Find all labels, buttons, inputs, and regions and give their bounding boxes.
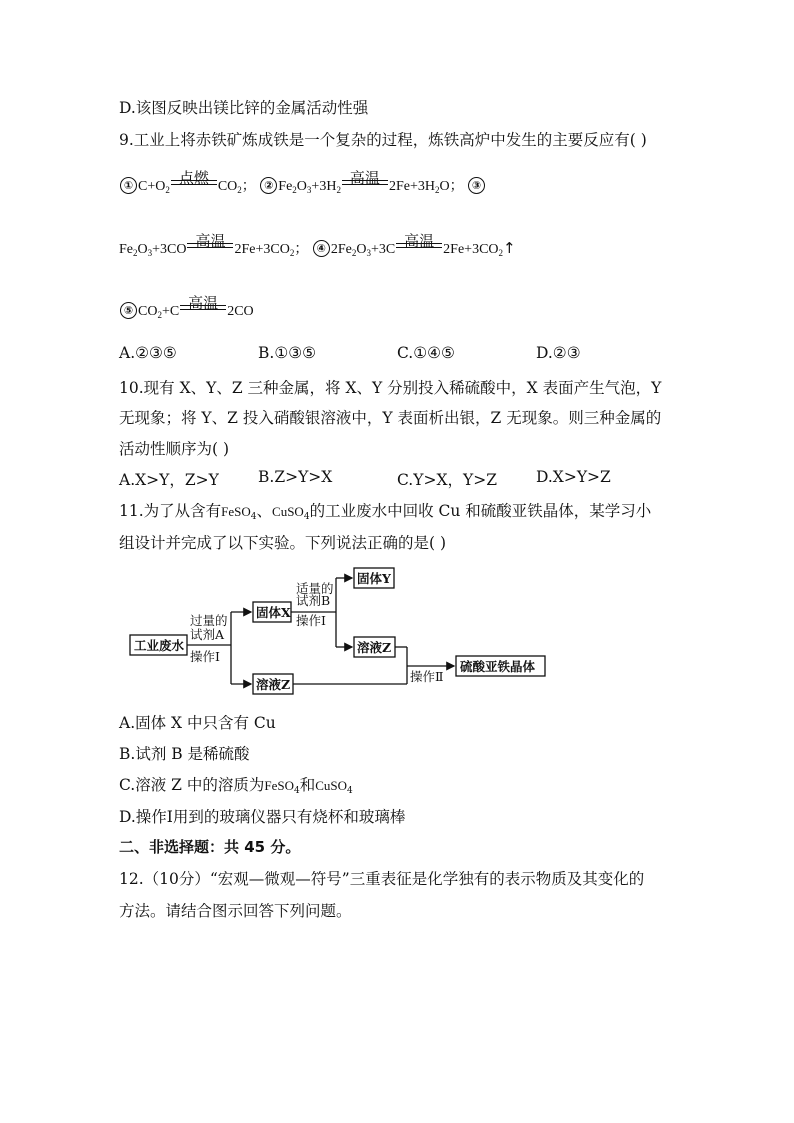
condition-gaowen: 高温 xyxy=(342,179,388,195)
q11-stem-line-2: 组设计并完成了以下实验。下列说法正确的是( ) xyxy=(119,534,447,552)
q9-stem: 9.工业上将赤铁矿炼成铁是一个复杂的过程，炼铁高炉中发生的主要反应有( ) xyxy=(119,131,647,149)
q9-option-b: B.①③⑤ xyxy=(258,344,317,362)
q11-option-c: C.溶液 Z 中的溶质为FeSO$_4$和CuSO$_4$ xyxy=(119,776,353,796)
q8-option-d: D.该图反映出镁比锌的金属活动性强 xyxy=(119,99,369,117)
q10-stem-line-2: 无现象；将 Y、Z 投入硝酸银溶液中，Y 表面析出银，Z 无现象。则三种金属的 xyxy=(119,409,662,427)
label-proper: 适量的 xyxy=(296,581,334,596)
q11-option-a: A.固体 X 中只含有 Cu xyxy=(119,714,276,732)
label-waste: 工业废水 xyxy=(134,638,185,653)
label-solution-z-low: 溶液Z xyxy=(256,677,291,692)
circle-4: ④ xyxy=(313,240,330,257)
q12-stem-line-2: 方法。请结合图示回答下列问题。 xyxy=(119,902,352,920)
label-product: 硫酸亚铁晶体 xyxy=(460,659,536,674)
process-flow-diagram xyxy=(125,565,555,695)
q10-option-c: C.Y>X，Y>Z xyxy=(397,471,497,489)
circle-1: ① xyxy=(120,177,137,194)
condition-dianran: 点燃 xyxy=(171,179,217,195)
label-solution-z: 溶液Z xyxy=(357,640,392,655)
label-op2: 操作Ⅱ xyxy=(410,669,444,684)
circle-5: ⑤ xyxy=(120,302,137,319)
q9-option-a: A.②③⑤ xyxy=(119,344,177,362)
label-solid-x: 固体X xyxy=(256,605,291,620)
label-solid-y: 固体Y xyxy=(357,571,391,586)
label-op1: 操作Ⅰ xyxy=(190,649,220,664)
q11-option-d: D.操作Ⅰ用到的玻璃仪器只有烧杯和玻璃棒 xyxy=(119,808,406,826)
condition-gaowen: 高温 xyxy=(396,242,442,258)
q10-option-b: B.Z>Y>X xyxy=(258,468,333,486)
q10-option-a: A.X>Y，Z>Y xyxy=(119,471,219,489)
condition-gaowen: 高温 xyxy=(187,242,233,258)
reaction-row-1: ① $C+O_2$ 点燃 $CO_2$； ② $Fe_2O_3+3H_2$ 高温 $2Fe+3H_2O$； ③ xyxy=(119,175,486,195)
reaction-row-3: ⑤ $CO_2+C$ 高温 2CO xyxy=(119,302,254,320)
circle-2: ② xyxy=(260,177,277,194)
section-2-heading: 二、非选择题：共 45 分。 xyxy=(119,838,301,856)
label-reagent-b: 试剂B xyxy=(296,593,331,608)
q9-option-c: C.①④⑤ xyxy=(397,344,455,362)
q10-stem-line-1: 10.现有 X、Y、Z 三种金属，将 X、Y 分别投入稀硫酸中，X 表面产生气泡，Y xyxy=(119,379,662,397)
label-excess: 过量的 xyxy=(190,613,228,628)
q11-stem-line-1: 11.为了从含有FeSO$_4$、CuSO$_4$的工业废水中回收 Cu 和硫酸亚铁晶体，某学习小 xyxy=(119,502,652,522)
up-arrow-icon: ↑ xyxy=(503,239,516,257)
circle-3: ③ xyxy=(468,177,485,194)
condition-gaowen: 高温 xyxy=(180,304,226,320)
q11-option-b: B.试剂 B 是稀硫酸 xyxy=(119,745,250,763)
label-op1b: 操作Ⅰ xyxy=(296,613,326,628)
q9-option-d: D.②③ xyxy=(536,344,581,362)
q10-stem-line-3: 活动性顺序为( ) xyxy=(119,440,230,458)
label-reagent-a: 试剂A xyxy=(190,627,225,642)
reaction-row-2: $Fe_2O_3+3CO$ 高温 $2Fe+3CO_2$； ④ $2Fe_2O_3+3C$ 高温 $2Fe+3CO_2↑$ xyxy=(119,232,516,258)
q12-stem-line-1: 12.（10分）“宏观—微观—符号”三重表征是化学独有的表示物质及其变化的 xyxy=(119,870,645,888)
q10-option-d: D.X>Y>Z xyxy=(536,468,611,486)
